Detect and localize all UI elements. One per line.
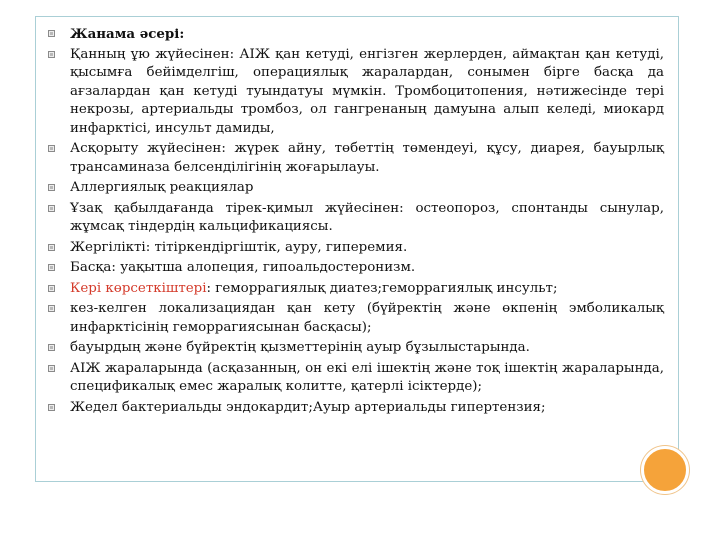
bullet-text: Жанама әсері: xyxy=(70,26,185,42)
bullet-other-effects xyxy=(48,259,664,278)
bullet-coagulation-system xyxy=(48,46,664,139)
bullet-marker-icon xyxy=(48,51,55,58)
bullet-text: Ұзақ қабылдағанда тірек-қимыл жүйесінен: остеопороз, спонтанды сынулар, жұмсақ тіндердің кальцификациясы. xyxy=(70,200,664,234)
bullet-text: Аллергиялық реакциялар xyxy=(70,180,254,195)
bullet-digestive-system xyxy=(48,140,664,177)
bullet-liver-kidney-dysfunction xyxy=(48,339,664,358)
bullet-marker-icon xyxy=(48,30,55,37)
bullet-marker-icon xyxy=(48,244,55,251)
bullet-marker-icon xyxy=(48,264,55,271)
bullet-marker-icon xyxy=(48,184,55,191)
bullet-marker-icon xyxy=(48,285,55,292)
bullet-musculoskeletal xyxy=(48,200,664,237)
decorative-orange-circle xyxy=(641,446,689,494)
bullet-side-effects-heading xyxy=(48,25,664,44)
bullet-allergic-reactions xyxy=(48,179,664,198)
bullet-marker-icon xyxy=(48,365,55,372)
bullet-bleeding-any-localization xyxy=(48,300,664,337)
bullet-text: кез-келген локализациядан қан кету (бүйректің және өкпенің эмболикалық инфарктісінің геморрагиясынан басқасы); xyxy=(70,301,664,335)
bullet-text: : геморрагиялық диатез;геморрагиялық инсульт; xyxy=(206,280,558,296)
bullet-gi-ulcers xyxy=(48,360,664,397)
bullet-marker-icon xyxy=(48,404,55,411)
bullet-local-effects xyxy=(48,239,664,258)
bullet-contraindications xyxy=(48,280,664,299)
bullet-text: Асқорыту жүйесінен: жүрек айну, төбеттің төмендеуі, құсу, диарея, бауырлық трансаминаза белсенділігінің жоғарылауы. xyxy=(70,141,664,175)
bullet-text: Қанның ұю жүйесінен: АІЖ қан кетуді, енгізген жерлерден, аймақтан қан кетуді, қысымға бейімделгіш, операциялық жаралардан, сонымен бірге басқа да ағзалардан қан кетуді туындатуы мүмкін. Тромбоцитопения, нәтижесінде тері некрозы, артериальды тромбоз, ол гангренаның дамуына алып келеді, миокард инфарктісі, инсульт дамиды, xyxy=(70,46,664,136)
bullet-endocarditis-hypertension xyxy=(48,399,664,418)
bullet-marker-icon xyxy=(48,145,55,152)
bullet-marker-icon xyxy=(48,344,55,351)
bullet-marker-icon xyxy=(48,305,55,312)
bullet-text: Жедел бактериальды эндокардит;Ауыр артериальды гипертензия; xyxy=(70,399,546,415)
bullet-text: Басқа: уақытша алопеция, гипоальдостеронизм. xyxy=(70,260,416,275)
contraindications-label: Кері көрсеткіштері xyxy=(70,280,207,296)
bullet-text: бауырдың және бүйректің қызметтерінің ауыр бұзылыстарында. xyxy=(70,340,530,355)
bullet-list xyxy=(48,25,664,419)
bullet-text: Жергілікті: тітіркендіргіштік, ауру, гиперемия. xyxy=(70,239,408,255)
slide-content-frame xyxy=(35,16,679,482)
bullet-text: АІЖ жараларында (асқазанның, он екі елі ішектің және тоқ ішектің жараларында, спецификалық емес жаралық колитте, қатерлі ісіктерде); xyxy=(70,360,664,394)
bullet-marker-icon xyxy=(48,205,55,212)
